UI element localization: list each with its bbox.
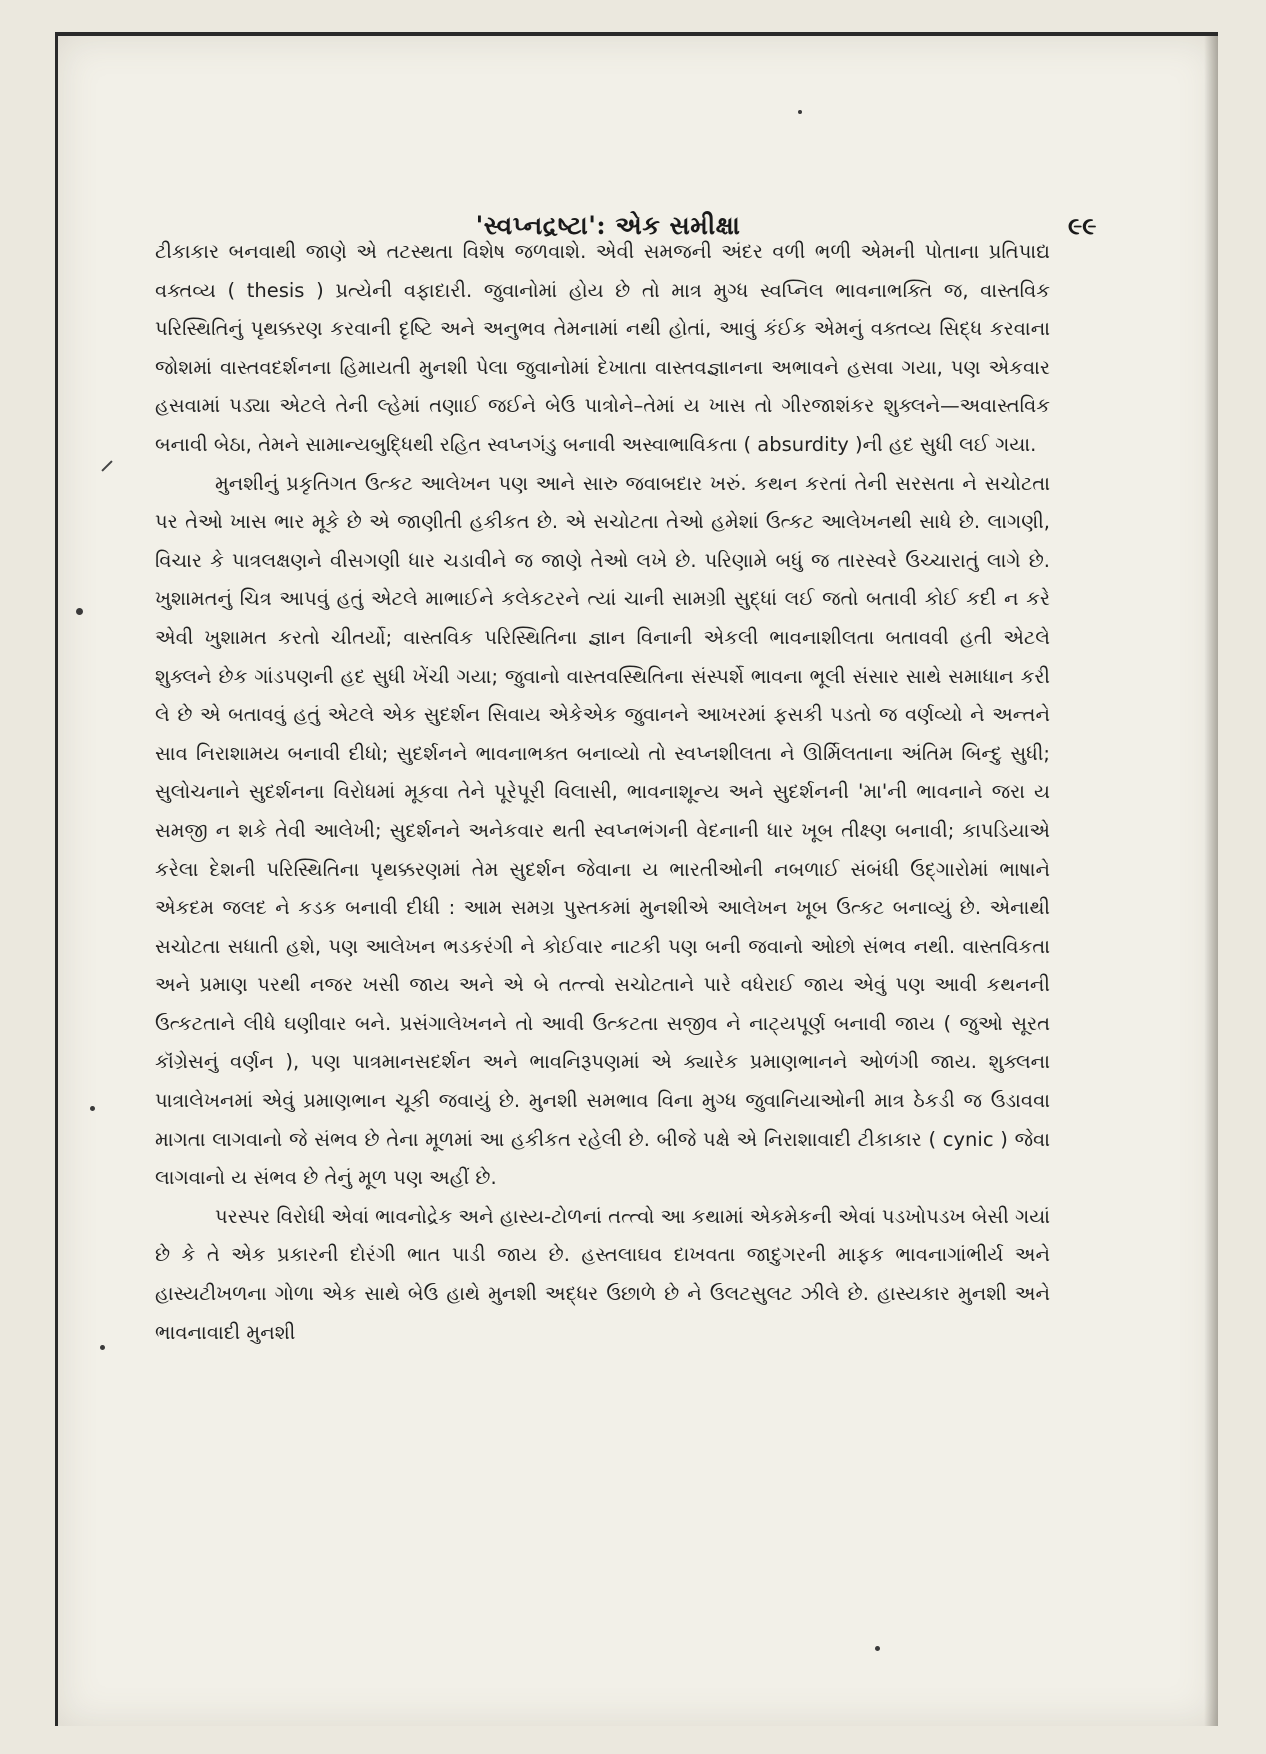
ink-speck bbox=[875, 1646, 880, 1651]
ink-speck bbox=[76, 608, 83, 615]
paragraph-1: ટીકાકાર બનવાથી જાણે એ તટસ્થતા વિશેષ જળવાશે. એવી સમજની અંદર વળી ભળી એમની પોતાના પ્રતિપાદ્ય વક્તવ્ય ( thesis ) પ્રત્યેની વફાદારી. જુવાનોમાં હોય છે તો માત્ર મુગ્ધ સ્વપ્નિલ ભાવનાભક્તિ જ, વાસ્તવિક પરિસ્થિતિનું પૃથક્કરણ કરવાની દૃષ્ટિ અને અનુભવ તેમનામાં નથી હોતાં, આવું કંઈક એમનું વક્તવ્ય સિદ્ધ કરવાના જોશમાં વાસ્તવદર્શનના હિમાયતી મુનશી પેલા જુવાનોમાં દેખાતા વાસ્તવજ્ઞાનના અભાવને હસવા ગયા, પણ એકવાર હસવામાં પડ્યા એટલે તેની લ્હેમાં તણાઈ જઈને બેઉ પાત્રોને–તેમાં ય ખાસ તો ગીરજાશંકર શુક્લને—અવાસ્તવિક બનાવી બેઠા, તેમને સામાન્યબુદ્ધિથી રહિત સ્વપ્નગંડુ બનાવી અસ્વાભાવિકતા ( absurdity )ની હદ સુધી લઈ ગયા. bbox=[155, 240, 1050, 456]
paragraph-3: પરસ્પર વિરોધી એવાં ભાવનોદ્રેક અને હાસ્ય-ટોળનાં તત્ત્વો આ કથામાં એકમેકની એવાં પડખોપડખ બેસી ગયાં છે કે તે એક પ્રકારની દોરંગી ભાત પાડી જાય છે. હસ્તલાઘવ દાખવતા જાદુગરની માફક ભાવનાગાંભીર્ય અને હાસ્યટીખળના ગોળા એક સાથે બેઉ હાથે મુનશી અદ્ધર ઉછાળે છે ને ઉલટસુલટ ઝીલે છે. હાસ્યકાર મુનશી અને ભાવનાવાદી મુનશી bbox=[155, 1204, 1050, 1344]
ink-speck bbox=[798, 110, 802, 114]
running-title: 'સ્વપ્નદ્રષ્ટા': એક સમીક્ષા bbox=[475, 211, 741, 240]
ink-speck bbox=[90, 1106, 95, 1111]
body-text bbox=[155, 233, 1050, 1352]
paragraph-2: મુનશીનું પ્રકૃતિગત ઉત્કટ આલેખન પણ આને સારુ જવાબદાર ખરું. કથન કરતાં તેની સરસતા ને સચોટતા પર તેઓ ખાસ ભાર મૂકે છે એ જાણીતી હકીકત છે. એ સચોટતા તેઓ હમેશાં ઉત્કટ આલેખનથી સાધે છે. લાગણી, વિચાર કે પાત્રલક્ષણને વીસગણી ધાર ચડાવીને જ જાણે તેઓ લખે છે. પરિણામે બધું જ તારસ્વરે ઉચ્ચારાતું લાગે છે. ખુશામતનું ચિત્ર આપવું હતું એટલે માભાઈને કલેકટરને ત્યાં ચાની સામગ્રી સુદ્ધાં લઈ જતો બતાવી કોઈ કદી ન કરે એવી ખુશામત કરતો ચીતર્યો; વાસ્તવિક પરિસ્થિતિના જ્ઞાન વિનાની એકલી ભાવનાશીલતા બતાવવી હતી એટલે શુક્લને છેક ગાંડપણની હદ સુધી ખેંચી ગયા; જુવાનો વાસ્તવસ્થિતિના સંસ્પર્શે ભાવના ભૂલી સંસાર સાથે સમાધાન કરી લે છે એ બતાવવું હતું એટલે એક સુદર્શન સિવાય એકેએક જુવાનને આખરમાં ફસકી પડતો જ વર્ણવ્યો ને અન્તને સાવ નિરાશામય બનાવી દીધો; સુદર્શનને ભાવનાભક્ત બનાવ્યો તો સ્વપ્નશીલતા ને ઊર્મિલતાના અંતિમ બિન્દુ સુધી; સુલોચનાને સુદર્શનના વિરોધમાં મૂકવા તેને પૂરેપૂરી વિલાસી, ભાવનાશૂન્ય અને સુદર્શનની 'મા'ની ભાવનાને જરા ય સમજી ન શકે તેવી આલેખી; સુદર્શનને અનેકવાર થતી સ્વપ્નભંગની વેદનાની ધાર ખૂબ તીક્ષ્ણ બનાવી; કાપડિયાએ કરેલા દેશની પરિસ્થિતિના પૃથક્કરણમાં તેમ સુદર્શન જેવાના ય ભારતીઓની નબળાઈ સંબંધી ઉદ્ગારોમાં ભાષાને એકદમ જલદ ને કડક બનાવી દીધી : આમ સમગ્ર પુસ્તકમાં મુનશીએ આલેખન ખૂબ ઉત્કટ બનાવ્યું છે. એનાથી સચોટતા સધાતી હશે, પણ આલેખન ભડકરંગી ને કોઈવાર નાટકી પણ બની જવાનો ઓછો સંભવ નથી. વાસ્તવિકતા અને પ્રમાણ પરથી નજર ખસી જાય અને એ બે તત્ત્વો સચોટતાને પારે વધેરાઈ જાય એવું પણ આવી કથનની ઉત્કટતાને લીધે ઘણીવાર બને. પ્રસંગાલેખનને તો આવી ઉત્કટતા સજીવ ને નાટ્યપૂર્ણ બનાવી જાય ( જુઓ સૂરત કૉંગ્રેસનું વર્ણન ), પણ પાત્રમાનસદર્શન અને ભાવનિરૂપણમાં એ ક્યારેક પ્રમાણભાનને ઓળંગી જાય. શુક્લના પાત્રાલેખનમાં એવું પ્રમાણભાન ચૂકી જવાયું છે. મુનશી સમભાવ વિના મુગ્ધ જુવાનિયાઓની માત્ર ઠેકડી જ ઉડાવવા માગતા લાગવાનો જે સંભવ છે તેના મૂળમાં આ હકીકત રહેલી છે. બીજે પક્ષે એ નિરાશાવાદી ટીકાકાર ( cynic ) જેવા લાગવાનો ય સંભવ છે તેનું મૂળ પણ અહીં છે. bbox=[155, 471, 1050, 1190]
ink-speck bbox=[100, 1345, 105, 1350]
page-number: ૯૯ bbox=[1068, 211, 1097, 240]
